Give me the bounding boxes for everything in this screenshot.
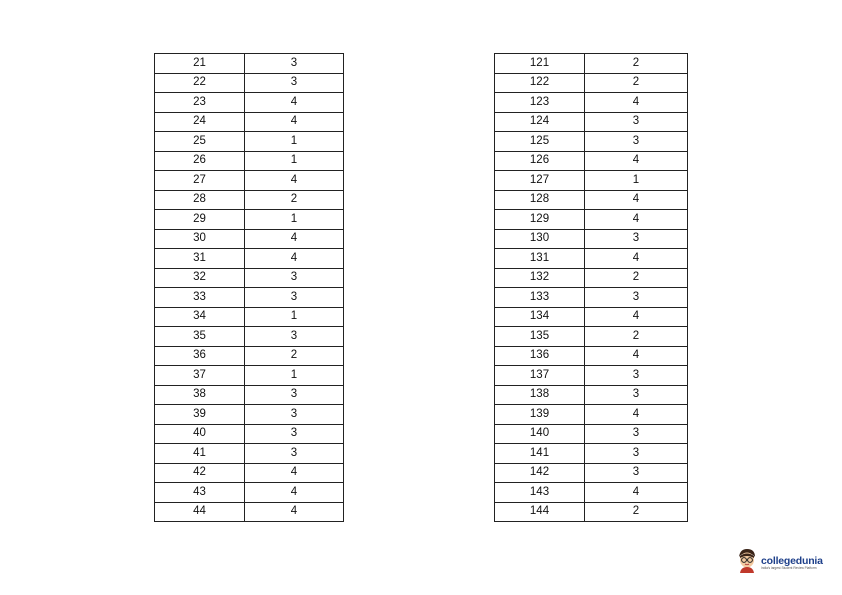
answer-key-cell: 4 — [245, 93, 344, 113]
table-row — [155, 385, 344, 405]
question-number-cell: 139 — [495, 405, 585, 425]
question-number-cell: 121 — [495, 54, 585, 74]
answer-key-cell: 3 — [585, 112, 688, 132]
table-row — [495, 210, 688, 230]
question-number-cell: 134 — [495, 307, 585, 327]
answer-key-cell: 1 — [245, 366, 344, 386]
table-row — [155, 249, 344, 269]
collegedunia-watermark — [736, 548, 823, 579]
question-number-cell: 21 — [155, 54, 245, 74]
answer-key-cell: 3 — [585, 132, 688, 152]
answer-key-cell: 1 — [585, 171, 688, 191]
question-number-cell: 32 — [155, 268, 245, 288]
table-row — [155, 502, 344, 522]
table-row — [155, 463, 344, 483]
answer-key-cell: 4 — [585, 93, 688, 113]
question-number-cell: 136 — [495, 346, 585, 366]
answer-key-cell: 2 — [585, 502, 688, 522]
table-row — [495, 190, 688, 210]
question-number-cell: 30 — [155, 229, 245, 249]
question-number-cell: 131 — [495, 249, 585, 269]
question-number-cell: 28 — [155, 190, 245, 210]
table-row — [495, 288, 688, 308]
answer-key-cell: 4 — [245, 463, 344, 483]
answer-key-cell: 4 — [585, 210, 688, 230]
table-row — [495, 249, 688, 269]
question-number-cell: 133 — [495, 288, 585, 308]
answer-key-cell: 4 — [245, 229, 344, 249]
answer-key-cell: 3 — [585, 229, 688, 249]
table-row — [495, 171, 688, 191]
answer-key-cell: 3 — [585, 288, 688, 308]
table-row — [155, 171, 344, 191]
table-row — [155, 405, 344, 425]
answer-key-cell: 3 — [585, 424, 688, 444]
answer-key-cell: 2 — [585, 73, 688, 93]
table-row — [155, 190, 344, 210]
table-row — [495, 229, 688, 249]
answer-key-cell: 4 — [245, 249, 344, 269]
question-number-cell: 144 — [495, 502, 585, 522]
answer-key-cell: 1 — [245, 307, 344, 327]
answer-key-cell: 2 — [585, 327, 688, 347]
answer-key-cell: 2 — [585, 268, 688, 288]
table-row — [495, 424, 688, 444]
table-row — [495, 405, 688, 425]
question-number-cell: 41 — [155, 444, 245, 464]
question-number-cell: 29 — [155, 210, 245, 230]
table-row — [495, 73, 688, 93]
answer-key-cell: 3 — [585, 366, 688, 386]
table-row — [155, 327, 344, 347]
table-row — [155, 210, 344, 230]
question-number-cell: 24 — [155, 112, 245, 132]
table-row — [155, 132, 344, 152]
table-row — [155, 483, 344, 503]
question-number-cell: 135 — [495, 327, 585, 347]
question-number-cell: 27 — [155, 171, 245, 191]
answer-key-cell: 3 — [245, 444, 344, 464]
question-number-cell: 127 — [495, 171, 585, 191]
table-row — [495, 93, 688, 113]
answer-key-cell: 4 — [245, 483, 344, 503]
answer-key-cell: 1 — [245, 151, 344, 171]
question-number-cell: 34 — [155, 307, 245, 327]
question-number-cell: 140 — [495, 424, 585, 444]
question-number-cell: 143 — [495, 483, 585, 503]
answer-key-cell: 3 — [585, 463, 688, 483]
answer-key-cell: 3 — [245, 268, 344, 288]
table-row — [495, 463, 688, 483]
table-row — [495, 132, 688, 152]
question-number-cell: 142 — [495, 463, 585, 483]
table-row — [155, 424, 344, 444]
table-row — [155, 229, 344, 249]
question-number-cell: 33 — [155, 288, 245, 308]
answer-table-right — [494, 53, 688, 522]
question-number-cell: 23 — [155, 93, 245, 113]
answer-key-cell: 3 — [245, 385, 344, 405]
question-number-cell: 128 — [495, 190, 585, 210]
table-row — [155, 151, 344, 171]
table-row — [495, 54, 688, 74]
question-number-cell: 26 — [155, 151, 245, 171]
table-row — [155, 346, 344, 366]
answer-key-cell: 3 — [245, 327, 344, 347]
answer-key-cell: 4 — [585, 190, 688, 210]
answer-key-cell: 4 — [585, 405, 688, 425]
question-number-cell: 138 — [495, 385, 585, 405]
table-row — [495, 346, 688, 366]
answer-key-cell: 2 — [585, 54, 688, 74]
answer-table-left-body — [155, 54, 344, 522]
table-row — [495, 444, 688, 464]
question-number-cell: 42 — [155, 463, 245, 483]
watermark-brand: collegedunia — [761, 554, 823, 567]
answer-key-cell: 4 — [585, 151, 688, 171]
answer-key-cell: 4 — [585, 483, 688, 503]
question-number-cell: 38 — [155, 385, 245, 405]
question-number-cell: 40 — [155, 424, 245, 444]
answer-key-cell: 3 — [245, 288, 344, 308]
table-row — [495, 268, 688, 288]
question-number-cell: 141 — [495, 444, 585, 464]
question-number-cell: 130 — [495, 229, 585, 249]
question-number-cell: 126 — [495, 151, 585, 171]
question-number-cell: 137 — [495, 366, 585, 386]
answer-key-cell: 3 — [245, 424, 344, 444]
answer-table-left — [154, 53, 344, 522]
table-row — [155, 307, 344, 327]
question-number-cell: 36 — [155, 346, 245, 366]
answer-key-cell: 4 — [245, 171, 344, 191]
question-number-cell: 129 — [495, 210, 585, 230]
table-row — [495, 112, 688, 132]
watermark-tagline: India's largest Student Review Platform — [761, 566, 817, 571]
answer-key-cell: 2 — [245, 190, 344, 210]
answer-key-cell: 3 — [245, 54, 344, 74]
question-number-cell: 39 — [155, 405, 245, 425]
question-number-cell: 35 — [155, 327, 245, 347]
question-number-cell: 124 — [495, 112, 585, 132]
question-number-cell: 43 — [155, 483, 245, 503]
question-number-cell: 122 — [495, 73, 585, 93]
answer-key-cell: 2 — [245, 346, 344, 366]
table-row — [495, 502, 688, 522]
table-row — [155, 54, 344, 74]
answer-key-cell: 1 — [245, 210, 344, 230]
table-row — [495, 366, 688, 386]
question-number-cell: 125 — [495, 132, 585, 152]
answer-key-cell: 4 — [585, 249, 688, 269]
question-number-cell: 132 — [495, 268, 585, 288]
answer-table-right-body — [495, 54, 688, 522]
answer-key-cell: 3 — [585, 385, 688, 405]
table-row — [495, 151, 688, 171]
table-row — [155, 73, 344, 93]
table-row — [155, 268, 344, 288]
table-row — [155, 444, 344, 464]
question-number-cell: 25 — [155, 132, 245, 152]
answer-key-cell: 4 — [585, 346, 688, 366]
answer-key-cell: 4 — [245, 112, 344, 132]
question-number-cell: 37 — [155, 366, 245, 386]
question-number-cell: 44 — [155, 502, 245, 522]
answer-key-cell: 3 — [245, 73, 344, 93]
table-row — [155, 288, 344, 308]
table-row — [155, 93, 344, 113]
table-row — [155, 112, 344, 132]
table-row — [495, 307, 688, 327]
question-number-cell: 31 — [155, 249, 245, 269]
table-row — [155, 366, 344, 386]
answer-key-cell: 1 — [245, 132, 344, 152]
table-row — [495, 327, 688, 347]
answer-key-cell: 3 — [245, 405, 344, 425]
student-mascot-icon — [736, 548, 758, 579]
answer-key-cell: 4 — [245, 502, 344, 522]
watermark-text — [761, 556, 823, 571]
table-row — [495, 385, 688, 405]
question-number-cell: 123 — [495, 93, 585, 113]
answer-key-cell: 3 — [585, 444, 688, 464]
answer-key-cell: 4 — [585, 307, 688, 327]
table-row — [495, 483, 688, 503]
question-number-cell: 22 — [155, 73, 245, 93]
